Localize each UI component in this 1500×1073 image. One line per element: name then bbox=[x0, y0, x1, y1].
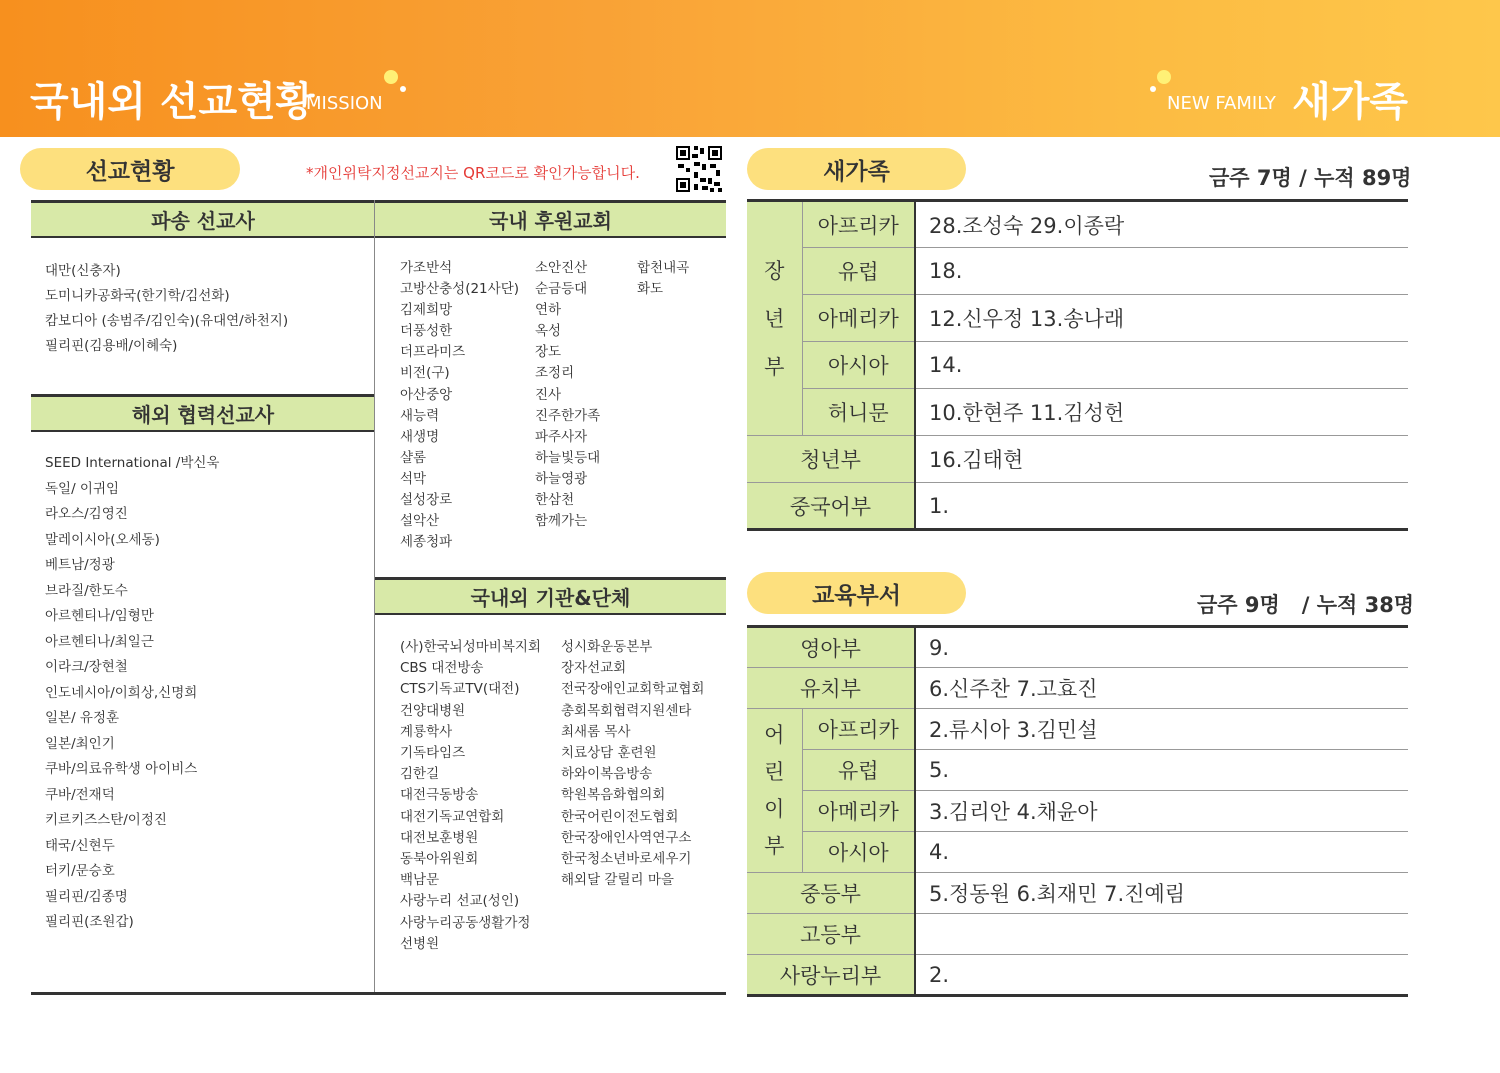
list-item: 샬롬 bbox=[400, 449, 427, 466]
domestic-church-list-1 bbox=[400, 258, 519, 553]
list-item: 화도 bbox=[637, 281, 664, 298]
list-item: SEED International /박신욱 bbox=[45, 455, 220, 471]
education-count: 금주 9명 / 누적 38명 bbox=[1197, 593, 1415, 617]
list-item: CBS 대전방송 bbox=[400, 660, 484, 677]
list-item: 파주사자 bbox=[535, 428, 588, 445]
row-value: 5. bbox=[915, 750, 1408, 791]
list-item: 새능력 bbox=[400, 407, 440, 424]
list-item: 아르헨티나/최일근 bbox=[45, 633, 154, 650]
list-item: 이라크/장현철 bbox=[45, 659, 128, 675]
row-name: 아메리카 bbox=[802, 791, 915, 832]
overseas-missionary-list bbox=[45, 451, 219, 936]
list-item: 대전기독교연합회 bbox=[400, 808, 505, 825]
list-item: 석막 bbox=[400, 470, 427, 487]
dot-icon bbox=[1157, 70, 1171, 84]
list-item: 총회목회협력지원센타 bbox=[561, 702, 692, 719]
list-item: 합천내곡 bbox=[637, 260, 690, 276]
row-value bbox=[915, 914, 1408, 955]
list-item: 학원복음화협의회 bbox=[561, 787, 666, 804]
list-item: 연하 bbox=[535, 302, 562, 319]
sent-missionary-list bbox=[45, 259, 288, 359]
row-name: 중등부 bbox=[747, 873, 915, 914]
list-item: 건양대병원 bbox=[400, 702, 466, 719]
mission-pill: 선교현황 bbox=[20, 148, 240, 190]
list-item: 진사 bbox=[535, 386, 562, 403]
list-item: 계룡학사 bbox=[400, 723, 453, 740]
list-item: 사랑누리공동생활가정 bbox=[400, 914, 531, 931]
list-item: 고방산충성(21사단) bbox=[400, 281, 519, 298]
row-name: 청년부 bbox=[747, 436, 915, 483]
list-item: 키르키즈스탄/이정진 bbox=[45, 812, 167, 828]
list-item: 아산중앙 bbox=[400, 386, 453, 403]
row-name: 아프리카 bbox=[802, 201, 915, 248]
list-item: 설악산 bbox=[400, 513, 440, 530]
dot-icon bbox=[1150, 86, 1156, 92]
newfamily-count: 금주 7명 / 누적 89명 bbox=[1209, 166, 1412, 190]
list-item: 대전보훈병원 bbox=[400, 829, 479, 846]
organization-head: 국내외 기관&단체 bbox=[375, 577, 726, 615]
list-item: 대전극동방송 bbox=[400, 787, 479, 804]
list-item: 대만(신충자) bbox=[45, 263, 121, 279]
list-item: 캄보디아 (송범주/김인숙)(유대연/하천지) bbox=[45, 313, 289, 329]
row-name: 고등부 bbox=[747, 914, 915, 955]
list-item: 치료상담 훈련원 bbox=[561, 745, 657, 762]
table-bottom-line bbox=[31, 992, 726, 995]
list-item: 진주한가족 bbox=[535, 407, 601, 424]
list-item: 일본/ 유정훈 bbox=[45, 710, 120, 726]
row-name: 중국어부 bbox=[747, 483, 915, 530]
list-item: 브라질/한도수 bbox=[45, 582, 128, 599]
row-value: 2. bbox=[915, 955, 1408, 996]
row-value: 28.조성숙 29.이종락 bbox=[915, 201, 1408, 248]
list-item: 더풍성한 bbox=[400, 323, 453, 340]
newfamily-table bbox=[747, 199, 1408, 531]
row-value: 12.신우정 13.송나래 bbox=[915, 295, 1408, 342]
row-name: 영아부 bbox=[747, 627, 915, 668]
dot-icon bbox=[400, 86, 406, 92]
row-value: 16.김태현 bbox=[915, 436, 1408, 483]
row-value: 10.한현주 11.김성헌 bbox=[915, 389, 1408, 436]
row-value: 3.김리안 4.채윤아 bbox=[915, 791, 1408, 832]
list-item: 아르헨티나/임형만 bbox=[45, 608, 154, 624]
page-header bbox=[0, 0, 1500, 137]
list-item: 터키/문승호 bbox=[45, 863, 115, 879]
column-divider bbox=[374, 200, 375, 994]
list-item: (사)한국뇌성마비복지회 bbox=[400, 639, 541, 655]
list-item: 한삼천 bbox=[535, 492, 575, 509]
row-value: 2.류시아 3.김민설 bbox=[915, 709, 1408, 750]
list-item: 필리핀/김종명 bbox=[45, 888, 128, 905]
list-item: 쿠바/전재덕 bbox=[45, 786, 115, 803]
list-item: 라오스/김영진 bbox=[45, 506, 128, 522]
row-value: 1. bbox=[915, 483, 1408, 530]
domestic-church-list-3 bbox=[637, 258, 689, 300]
list-item: 해외달 갈릴리 마을 bbox=[561, 872, 674, 889]
list-item: 태국/신현두 bbox=[45, 837, 115, 854]
dot-icon bbox=[384, 70, 398, 84]
row-name: 아메리카 bbox=[802, 295, 915, 342]
list-item: 비전(구) bbox=[400, 365, 450, 382]
list-item: 가조반석 bbox=[400, 260, 453, 276]
domestic-church-list-2 bbox=[535, 258, 600, 532]
list-item: 순금등대 bbox=[535, 281, 588, 298]
mission-subtitle: MISSION bbox=[306, 93, 383, 114]
row-name: 유럽 bbox=[802, 248, 915, 295]
row-name: 사랑누리부 bbox=[747, 955, 915, 996]
list-item: 더프라미즈 bbox=[400, 344, 466, 361]
list-item: 전국장애인교회학교협회 bbox=[561, 681, 705, 698]
organization-list-2 bbox=[561, 637, 704, 891]
overseas-missionary-head: 해외 협력선교사 bbox=[31, 394, 375, 432]
list-item: 필리핀(조원갑) bbox=[45, 914, 134, 930]
list-item: 장자선교회 bbox=[561, 660, 627, 677]
row-value: 14. bbox=[915, 342, 1408, 389]
education-table bbox=[747, 625, 1408, 997]
list-item: CTS기독교TV(대전) bbox=[400, 681, 520, 698]
list-item: 장도 bbox=[535, 344, 562, 361]
list-item: 독일/ 이귀임 bbox=[45, 480, 120, 497]
organization-list-1 bbox=[400, 637, 541, 955]
mission-title: 국내외 선교현황 bbox=[30, 79, 315, 125]
list-item: 베트남/정광 bbox=[45, 557, 115, 573]
list-item: 세종청파 bbox=[400, 534, 453, 551]
list-item: 하늘빛등대 bbox=[535, 449, 601, 466]
list-item: 하늘영광 bbox=[535, 470, 588, 487]
adult-group-label: 장 년 부 bbox=[747, 201, 802, 436]
list-item: 조정리 bbox=[535, 365, 575, 382]
sent-missionary-head: 파송 선교사 bbox=[31, 200, 375, 238]
list-item: 설성장로 bbox=[400, 492, 453, 509]
newfamily-title: 새가족 bbox=[1292, 79, 1408, 125]
row-name: 아시아 bbox=[802, 342, 915, 389]
row-value: 4. bbox=[915, 832, 1408, 873]
list-item: 일본/최인기 bbox=[45, 735, 115, 752]
row-value: 5.정동원 6.최재민 7.진예림 bbox=[915, 873, 1408, 914]
row-value: 9. bbox=[915, 627, 1408, 668]
row-value: 6.신주찬 7.고효진 bbox=[915, 668, 1408, 709]
list-item: 도미니카공화국(한기학/김선화) bbox=[45, 288, 230, 304]
list-item: 성시화운동본부 bbox=[561, 639, 653, 655]
newfamily-subtitle: NEW FAMILY bbox=[1167, 93, 1276, 114]
list-item: 김한길 bbox=[400, 766, 440, 783]
row-value: 18. bbox=[915, 248, 1408, 295]
education-pill: 교육부서 bbox=[747, 572, 966, 614]
list-item: 백남문 bbox=[400, 872, 440, 889]
row-name: 유치부 bbox=[747, 668, 915, 709]
list-item: 김제희망 bbox=[400, 302, 453, 319]
qr-code-icon[interactable] bbox=[674, 144, 724, 194]
list-item: 함께가는 bbox=[535, 513, 588, 530]
row-name: 유럽 bbox=[802, 750, 915, 791]
domestic-church-head: 국내 후원교회 bbox=[375, 200, 726, 238]
list-item: 필리핀(김용배/이혜숙) bbox=[45, 338, 178, 354]
list-item: 한국청소년바로세우기 bbox=[561, 851, 692, 868]
list-item: 선병원 bbox=[400, 935, 440, 952]
list-item: 쿠바/의료유학생 아이비스 bbox=[45, 761, 198, 777]
list-item: 새생명 bbox=[400, 428, 440, 445]
row-name: 아시아 bbox=[802, 832, 915, 873]
list-item: 한국어린이전도협회 bbox=[561, 808, 679, 825]
list-item: 말레이시아(오세동) bbox=[45, 531, 160, 548]
row-name: 아프리카 bbox=[802, 709, 915, 750]
list-item: 인도네시아/이희상,신명희 bbox=[45, 684, 198, 701]
list-item: 하와이복음방송 bbox=[561, 766, 653, 783]
row-name: 허니문 bbox=[802, 389, 915, 436]
list-item: 옥성 bbox=[535, 323, 562, 340]
children-group-label: 어 린 이 부 bbox=[747, 709, 802, 873]
qr-note: *개인위탁지정선교지는 QR코드로 확인가능합니다. bbox=[306, 164, 640, 182]
list-item: 기독타임즈 bbox=[400, 745, 466, 762]
list-item: 사랑누리 선교(성인) bbox=[400, 893, 520, 910]
list-item: 최새롬 목사 bbox=[561, 723, 631, 740]
list-item: 소안진산 bbox=[535, 260, 588, 276]
newfamily-pill: 새가족 bbox=[747, 148, 966, 190]
list-item: 한국장애인사역연구소 bbox=[561, 829, 692, 846]
list-item: 동북아위원회 bbox=[400, 851, 479, 868]
